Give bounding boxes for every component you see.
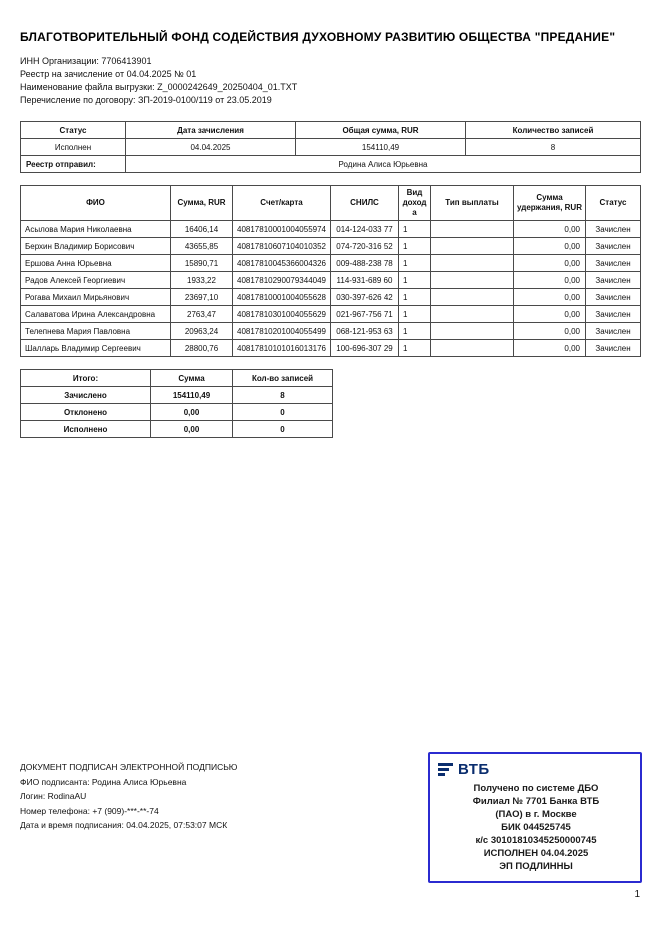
row-status-cell: Зачислен [586,306,641,323]
snils-cell: 100-696-307 29 [331,340,399,357]
snils-header: СНИЛС [331,186,399,221]
signature-line: Дата и время подписания: 04.04.2025, 07:53:07 МСК [20,820,228,830]
table-row [21,340,641,357]
signature-block [20,752,340,833]
account-header: Счет/карта [233,186,331,221]
sum-cell: 20963,24 [171,323,233,340]
stamp-text [438,782,634,873]
snils-cell: 014-124-033 77 [331,221,399,238]
sum-cell: 15890,71 [171,255,233,272]
status-table-header-row [21,122,641,139]
totals-row [21,404,333,421]
totals-count-header: Кол-во записей [233,370,333,387]
income-type-cell: 1 [399,272,431,289]
snils-cell: 068-121-953 63 [331,323,399,340]
withhold-cell: 0,00 [514,238,586,255]
account-cell: 40817810001004055628 [233,289,331,306]
fio-cell: Асылова Мария Николаевна [21,221,171,238]
header-info [20,55,640,107]
fio-header: ФИО [21,186,171,221]
signature-line: Номер телефона: +7 (909)-***-**-74 [20,805,159,816]
totals-row [21,421,333,438]
income-type-header: Вид дохода [399,186,431,221]
income-type-cell: 1 [399,340,431,357]
date-value: 04.04.2025 [126,139,296,156]
account-cell: 40817810101016013176 [233,340,331,357]
withhold-header: Сумма удержания, RUR [514,186,586,221]
income-type-cell: 1 [399,221,431,238]
bottom-section [20,752,642,883]
info-line: ИНН Организации: 7706413901 [20,56,152,66]
totals-count-cell: 0 [233,404,333,421]
payout-type-cell [431,272,514,289]
record-count-value: 8 [466,139,641,156]
withhold-cell: 0,00 [514,221,586,238]
income-type-cell: 1 [399,323,431,340]
table-row [21,323,641,340]
row-status-cell: Зачислен [586,238,641,255]
withhold-cell: 0,00 [514,272,586,289]
account-cell: 40817810045366004326 [233,255,331,272]
totals-row [21,387,333,404]
account-cell: 40817810001004055974 [233,221,331,238]
page-number: 1 [634,889,640,900]
payout-type-cell [431,323,514,340]
row-status-cell: Зачислен [586,272,641,289]
row-status-header: Статус [586,186,641,221]
total-sum-header: Общая сумма, RUR [296,122,466,139]
vtb-logo [438,761,634,778]
stamp-line: Получено по системе ДБО [473,783,599,794]
signature-line: ФИО подписанта: Родина Алиса Юрьевна [20,776,187,787]
withhold-cell: 0,00 [514,323,586,340]
status-table-sender-row [21,156,641,173]
sum-cell: 23697,10 [171,289,233,306]
info-line: Реестр на зачисление от 04.04.2025 № 01 [20,69,197,79]
snils-cell: 009-488-238 78 [331,255,399,272]
totals-label-header: Итого: [21,370,151,387]
totals-table [20,369,333,438]
date-header: Дата зачисления [126,122,296,139]
status-value: Исполнен [21,139,126,156]
row-status-cell: Зачислен [586,255,641,272]
totals-label-cell: Зачислено [21,387,151,404]
table-row [21,306,641,323]
totals-count-cell: 0 [233,421,333,438]
snils-cell: 074-720-316 52 [331,238,399,255]
totals-count-cell: 8 [233,387,333,404]
row-status-cell: Зачислен [586,221,641,238]
account-cell: 40817810607104010352 [233,238,331,255]
row-status-cell: Зачислен [586,340,641,357]
snils-cell: 021-967-756 71 [331,306,399,323]
vtb-logo-text: ВТБ [458,761,490,778]
stamp-line: (ПАО) в г. Москве [495,809,577,820]
status-header: Статус [21,122,126,139]
info-line: Наименование файла выгрузки: Z_0000242649_20250404_01.TXT [20,82,298,92]
withhold-cell: 0,00 [514,306,586,323]
fio-cell: Ершова Анна Юрьевна [21,255,171,272]
table-row [21,272,641,289]
income-type-cell: 1 [399,238,431,255]
stamp-line: Филиал № 7701 Банка ВТБ [472,796,600,807]
row-status-cell: Зачислен [586,289,641,306]
totals-sum-cell: 0,00 [151,421,233,438]
table-row [21,238,641,255]
row-status-cell: Зачислен [586,323,641,340]
table-row [21,221,641,238]
account-cell: 40817810290079344049 [233,272,331,289]
totals-sum-cell: 154110,49 [151,387,233,404]
payout-type-cell [431,238,514,255]
info-line: Перечисление по договору: ЗП-2019-0100/119 от 23.05.2019 [20,95,272,105]
signature-line: ДОКУМЕНТ ПОДПИСАН ЭЛЕКТРОННОЙ ПОДПИСЬЮ [20,762,238,772]
status-table-value-row [21,139,641,156]
table-row [21,289,641,306]
register-table [20,185,641,357]
sum-header: Сумма, RUR [171,186,233,221]
snils-cell: 114-931-689 60 [331,272,399,289]
sum-cell: 28800,76 [171,340,233,357]
withhold-cell: 0,00 [514,255,586,272]
stamp-line: ИСПОЛНЕН 04.04.2025 [483,848,589,859]
totals-label-cell: Отклонено [21,404,151,421]
page-title: БЛАГОТВОРИТЕЛЬНЫЙ ФОНД СОДЕЙСТВИЯ ДУХОВНОМУ РАЗВИТИЮ ОБЩЕСТВА "ПРЕДАНИЕ" [20,30,616,44]
vtb-stamp [428,752,642,883]
fio-cell: Рогава Михаил Мирьянович [21,289,171,306]
totals-sum-cell: 0,00 [151,404,233,421]
payout-type-cell [431,306,514,323]
fio-cell: Радов Алексей Георгиевич [21,272,171,289]
fio-cell: Телепнева Мария Павловна [21,323,171,340]
account-cell: 40817810301004055629 [233,306,331,323]
record-count-header: Количество записей [466,122,641,139]
sum-cell: 1933,22 [171,272,233,289]
sum-cell: 16406,14 [171,221,233,238]
income-type-cell: 1 [399,289,431,306]
snils-cell: 030-397-626 42 [331,289,399,306]
sender-label: Реестр отправил: [21,156,126,173]
payout-type-header: Тип выплаты [431,186,514,221]
total-sum-value: 154110,49 [296,139,466,156]
withhold-cell: 0,00 [514,340,586,357]
fio-cell: Берхин Владимир Борисович [21,238,171,255]
totals-header-row [21,370,333,387]
income-type-cell: 1 [399,255,431,272]
withhold-cell: 0,00 [514,289,586,306]
signature-line: Логин: RodinaAU [20,791,87,801]
stamp-line: к/с 30101810345250000745 [475,835,597,846]
sum-cell: 2763,47 [171,306,233,323]
payout-type-cell [431,221,514,238]
sum-cell: 43655,85 [171,238,233,255]
totals-sum-header: Сумма [151,370,233,387]
table-row [21,255,641,272]
status-table [20,121,641,173]
income-type-cell: 1 [399,306,431,323]
stamp-line: БИК 044525745 [501,822,571,833]
fio-cell: Салаватова Ирина Александровна [21,306,171,323]
fio-cell: Шалларь Владимир Сергеевич [21,340,171,357]
sender-value: Родина Алиса Юрьевна [126,156,641,173]
payout-type-cell [431,289,514,306]
register-header-row [21,186,641,221]
stamp-line: ЭП ПОДЛИННЫ [499,861,573,872]
vtb-logo-icon [438,763,453,776]
account-cell: 40817810201004055499 [233,323,331,340]
payout-type-cell [431,340,514,357]
totals-label-cell: Исполнено [21,421,151,438]
payout-type-cell [431,255,514,272]
